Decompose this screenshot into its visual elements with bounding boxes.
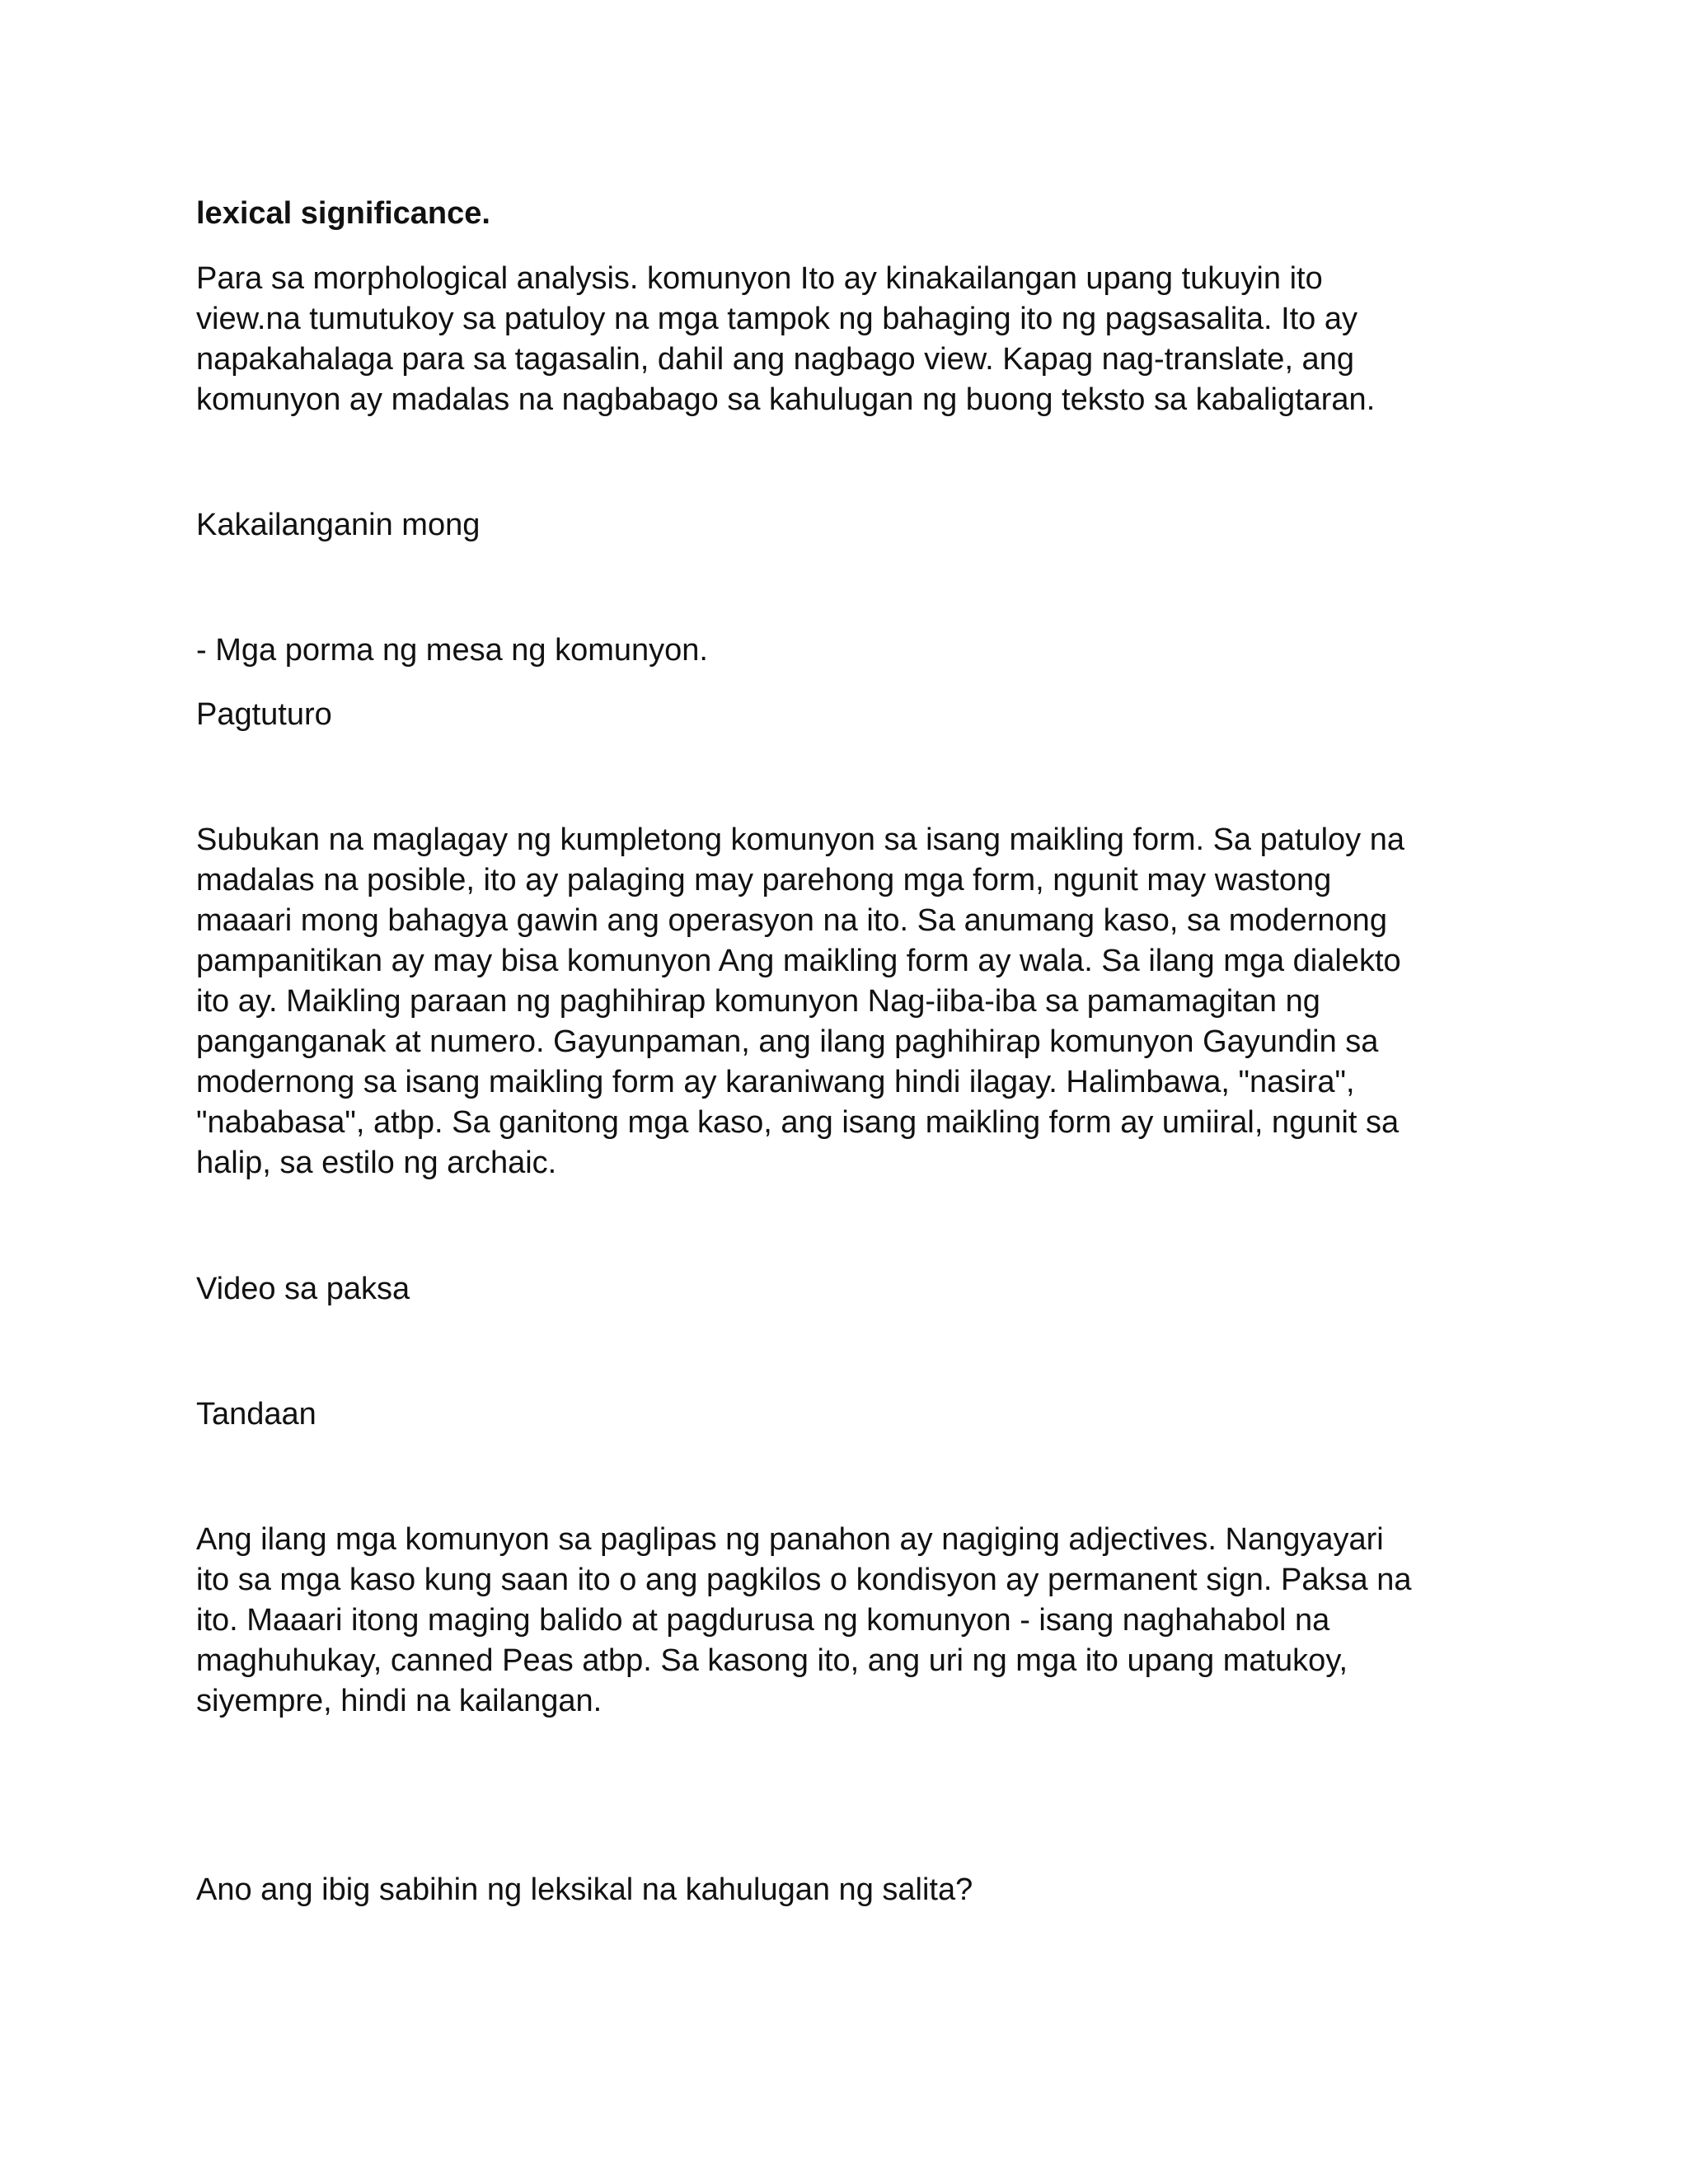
text-line: komunyon ay madalas na nagbabago sa kahulugan ng buong teksto sa kabaligtaran. xyxy=(196,382,1376,417)
text-line: "nababasa", atbp. Sa ganitong mga kaso, ang isang maikling form ay umiiral, ngunit sa xyxy=(196,1105,1400,1140)
video-label: Video sa paksa xyxy=(196,1272,410,1306)
section-heading: lexical significance. xyxy=(196,196,490,231)
pagtuturo-label: Pagtuturo xyxy=(196,697,332,732)
kakailanganin-label: Kakailanganin mong xyxy=(196,508,481,542)
text-line: Ang ilang mga komunyon sa paglipas ng panahon ay nagiging adjectives. Nangyayari xyxy=(196,1522,1384,1557)
text-line: Para sa morphological analysis. komunyon Ito ay kinakailangan upang tukuyin ito xyxy=(196,261,1323,296)
tandaan-label: Tandaan xyxy=(196,1397,316,1432)
list-item: - Mga porma ng mesa ng komunyon. xyxy=(196,633,708,668)
text-line: modernong sa isang maikling form ay karaniwang hindi ilagay. Halimbawa, "nasira", xyxy=(196,1065,1355,1099)
text-line: maaari mong bahagya gawin ang operasyon na ito. Sa anumang kaso, sa modernong xyxy=(196,903,1387,938)
text-line: maghuhukay, canned Peas atbp. Sa kasong ito, ang uri ng mga ito upang matukoy, xyxy=(196,1643,1348,1678)
text-line: napakahalaga para sa tagasalin, dahil ang nagbago view. Kapag nag-translate, ang xyxy=(196,342,1354,377)
text-line: ito sa mga kaso kung saan ito o ang pagkilos o kondisyon ay permanent sign. Paksa na xyxy=(196,1563,1412,1597)
text-line: view.na tumutukoy sa patuloy na mga tampok ng bahaging ito ng pagsasalita. Ito ay xyxy=(196,302,1358,336)
text-line: madalas na posible, ito ay palaging may parehong mga form, ngunit may wastong xyxy=(196,863,1332,898)
question-text: Ano ang ibig sabihin ng leksikal na kahulugan ng salita? xyxy=(196,1872,973,1907)
text-line: halip, sa estilo ng archaic. xyxy=(196,1146,557,1180)
text-line: ito ay. Maikling paraan ng paghihirap komunyon Nag-iiba-iba sa pamamagitan ng xyxy=(196,984,1320,1019)
text-line: Subukan na maglagay ng kumpletong komunyon sa isang maikling form. Sa patuloy na xyxy=(196,823,1404,857)
text-line: siyempre, hindi na kailangan. xyxy=(196,1684,603,1718)
text-line: pampanitikan ay may bisa komunyon Ang maikling form ay wala. Sa ilang mga dialekto xyxy=(196,944,1401,978)
text-line: ito. Maaari itong maging balido at pagdurusa ng komunyon - isang naghahabol na xyxy=(196,1603,1330,1638)
text-line: panganganak at numero. Gayunpaman, ang ilang paghihirap komunyon Gayundin sa xyxy=(196,1024,1379,1059)
